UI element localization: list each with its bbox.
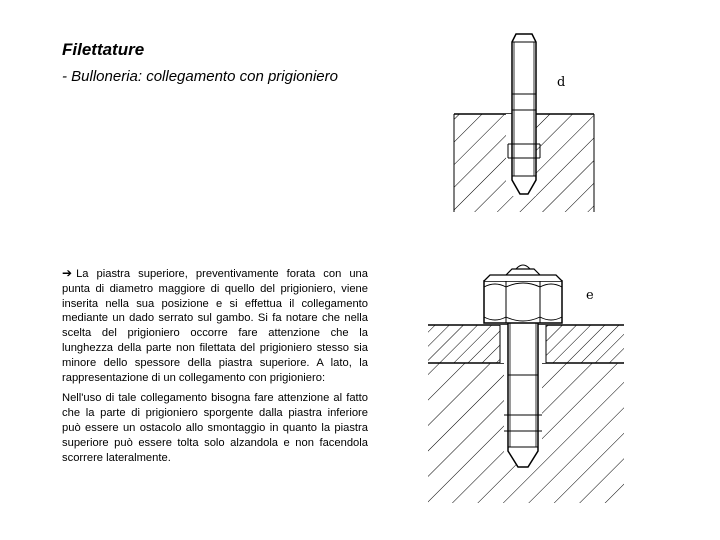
paragraph-1 bbox=[62, 266, 368, 385]
slide-title: Filettature bbox=[62, 40, 145, 59]
stud-connection-drawing bbox=[420, 255, 630, 510]
diagram-label-d: d bbox=[557, 75, 566, 90]
stud-in-plate-drawing bbox=[440, 20, 640, 220]
arrow-bullet-icon: ➔ bbox=[62, 266, 73, 280]
paragraph-1-text: La piastra superiore, preventivamente forata con una punta di diametro maggiore di quello del prigioniero, viene inserita nella sua posizione e si effettua il collegamento mediante un dado serrato sul gambo. Si fa notare che nella scelta del prigioniero occorre fare attenzione che la lunghezza della parte non filettata del prigioniero stesso sia minore dello spessore della piastra superiore. A lato, la rappresentazione di un collegamento con prigioniero: bbox=[62, 268, 368, 384]
slide-subtitle: - Bulloneria: collegamento con prigioniero bbox=[62, 68, 338, 85]
diagram-label-e: e bbox=[586, 288, 594, 303]
paragraph-2: Nell'uso di tale collegamento bisogna fare attenzione al fatto che la parte di prigioniero sporgente dalla piastra inferiore può essere un ostacolo allo smontaggio in quanto la piastra superiore può essere tolta solo alzandola e non facendola scorrere lateralmente. bbox=[62, 392, 368, 464]
body-text bbox=[62, 266, 368, 471]
